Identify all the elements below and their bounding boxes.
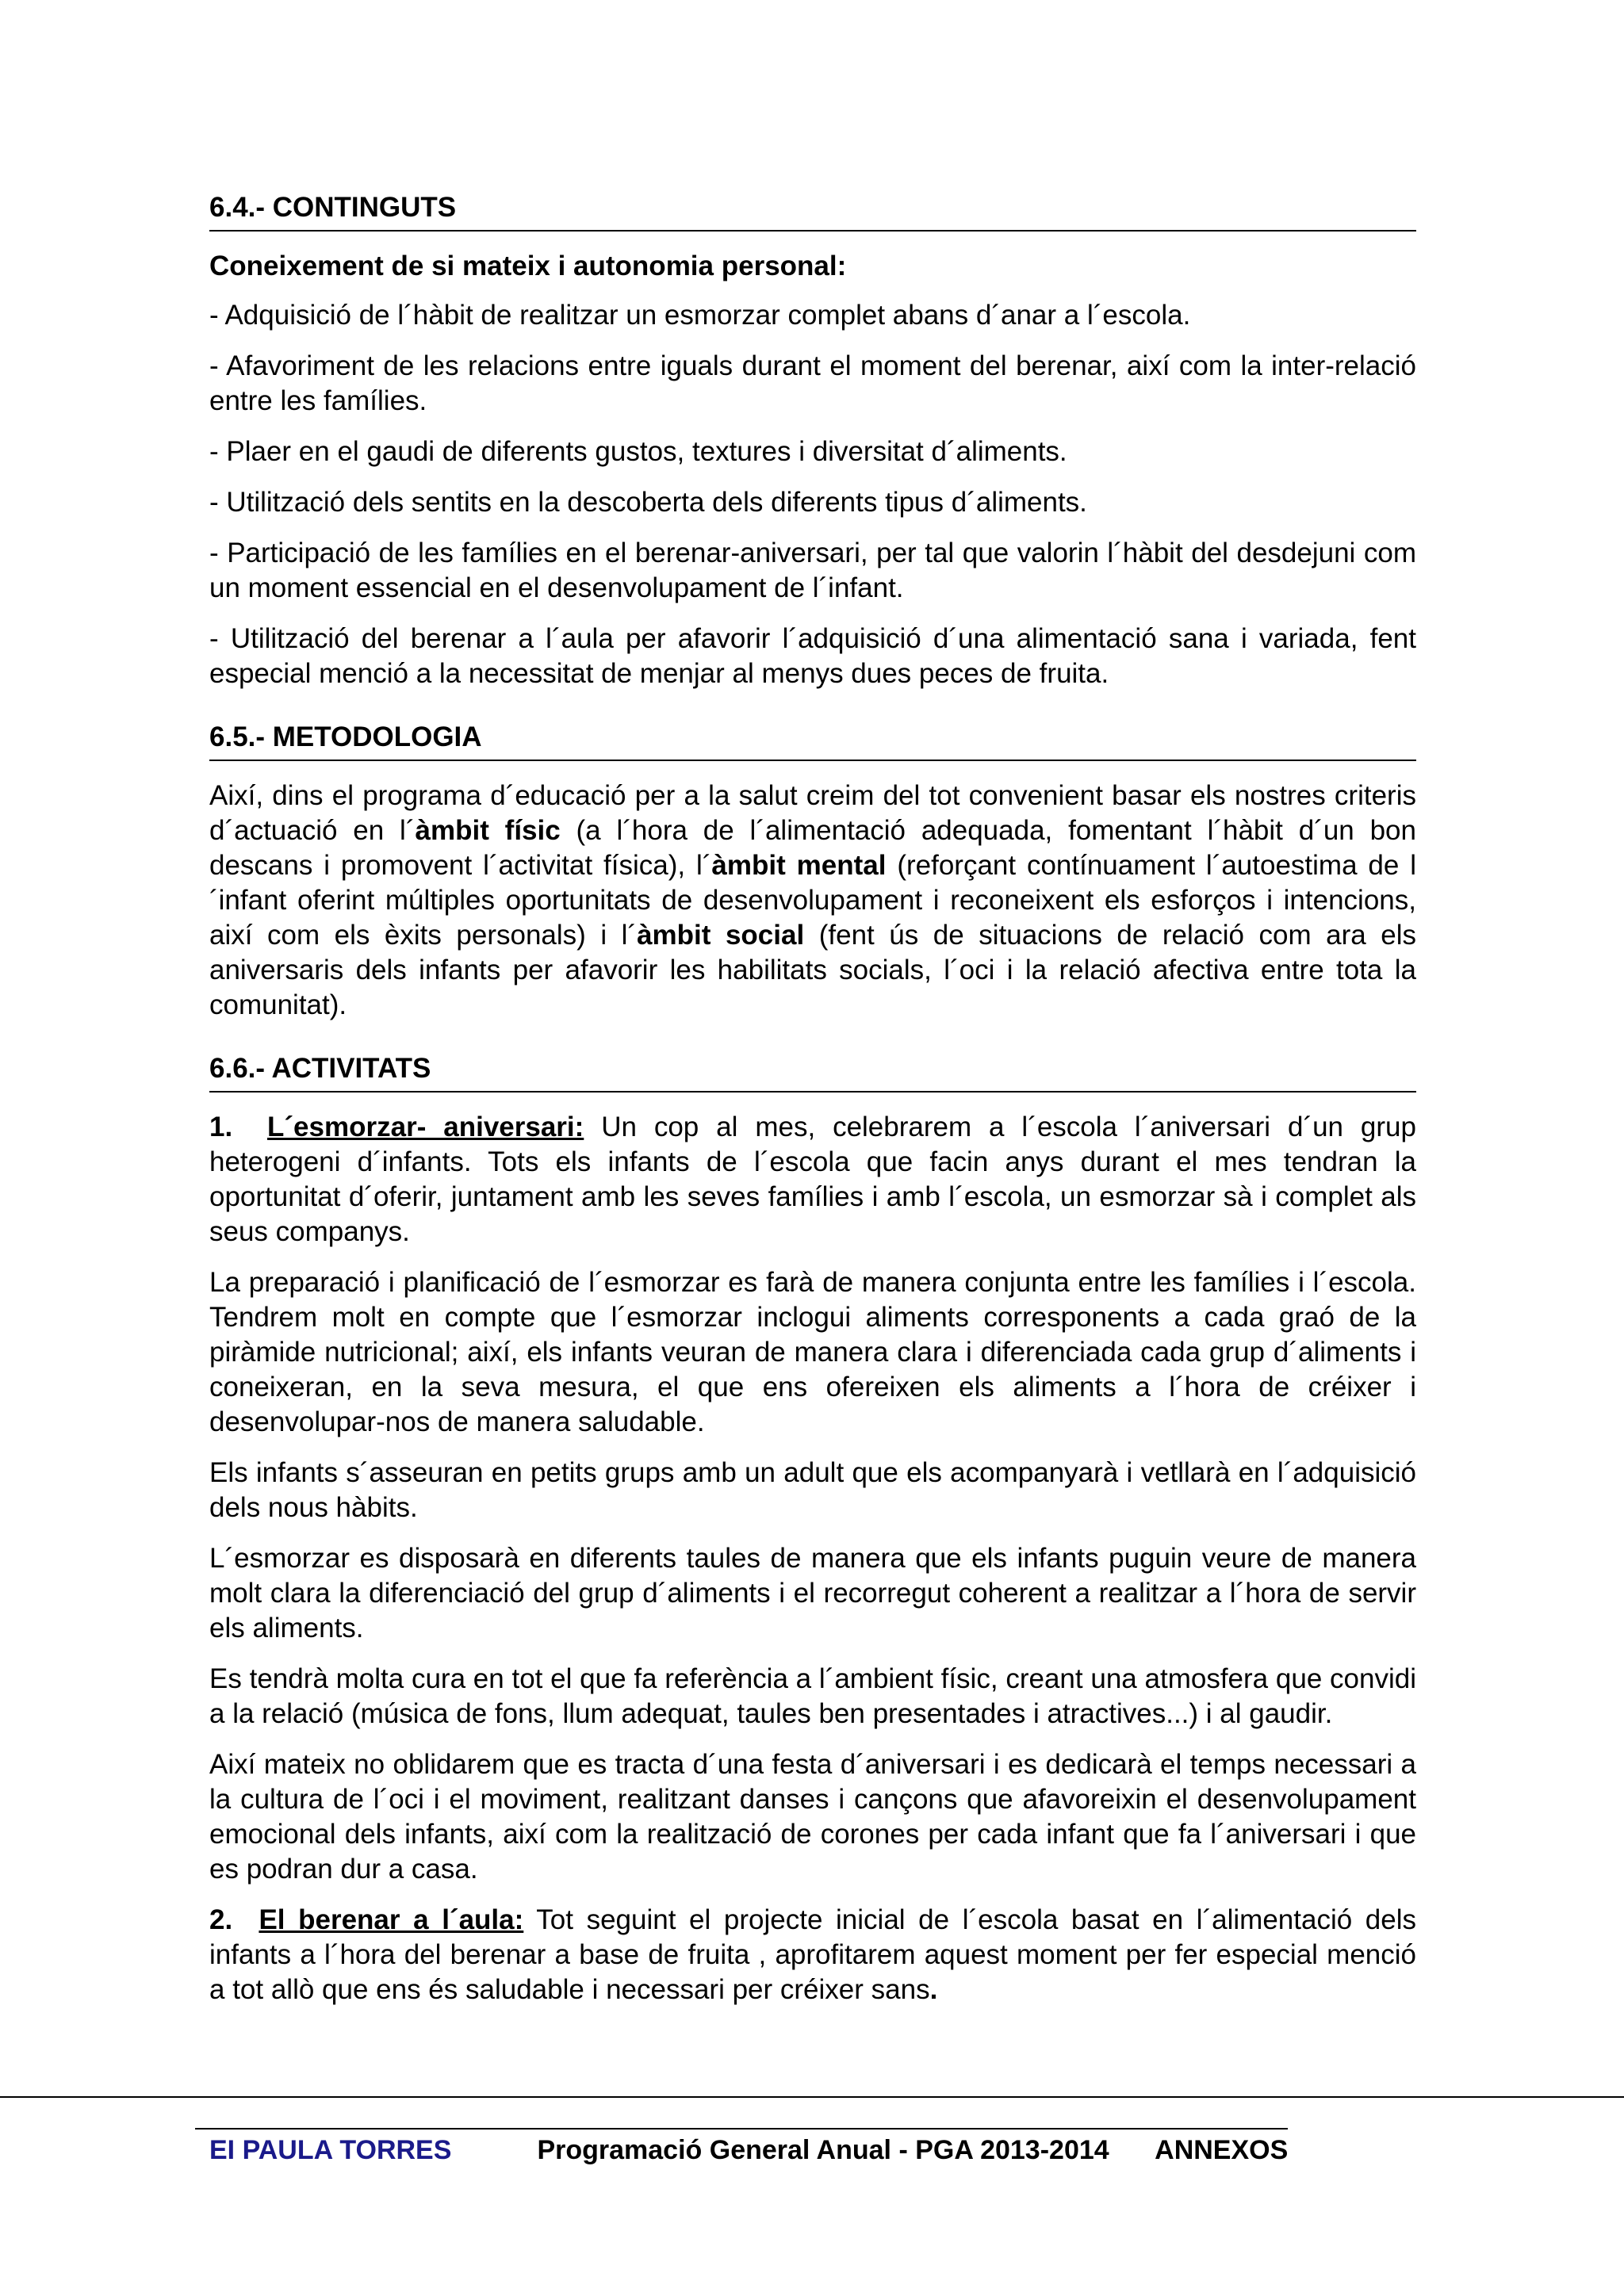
text-run: Així, dins el programa d´educació per a la salut creim del tot convenient basar els nostres criteris d´actuació en l´ bbox=[209, 780, 1416, 846]
activity-text: Tot seguint el projecte inicial de l´escola basat en l´alimentació dels infants a l´hora del berenar a base de fruita , aprofitarem aquest moment per fer especial menció a tot allò que ens és saludable i necessari per créixer sans bbox=[209, 1904, 1416, 2005]
text-run: (reforçant contínuament l´autoestima de l´infant oferint múltiples oportunitats de desenvolupament i reconeixent els esforços i intencions, així com els èxits personals) i l´ bbox=[209, 850, 1416, 951]
content-item: - Utilització dels sentits en la descoberta dels diferents tipus d´aliments. bbox=[209, 487, 1087, 518]
activity-label: L´esmorzar- aniversari: bbox=[267, 1112, 584, 1142]
activity-paragraph: La preparació i planificació de l´esmorzar es farà de manera conjunta entre les famílies i l´escola. Tendrem molt en compte que l´esmorzar inclogui aliments corresponents a cada graó de la piràmide nutricional; així, els infants veuran de manera clara i diferenciada cada grup d´aliments i coneixeran, en la seva mesura, el que ens ofereixen els aliments a l´hora de créixer i desenvolupar-nos de manera saludable. bbox=[209, 1267, 1416, 1437]
bold-term-mental: àmbit mental bbox=[711, 850, 887, 881]
content-item: - Adquisició de l´hàbit de realitzar un esmorzar complet abans d´anar a l´escola. bbox=[209, 300, 1191, 331]
content-item: - Plaer en el gaudi de diferents gustos, textures i diversitat d´aliments. bbox=[209, 436, 1067, 467]
section-heading-methodology: 6.5.- METODOLOGIA bbox=[209, 720, 1416, 761]
footer-document-title: Programació General Anual - PGA 2013-2014 bbox=[537, 2135, 1109, 2165]
text-run: (fent ús de situacions de relació com ara els aniversaris dels infants per afavorir les habilitats socials, l´oci i la relació afectiva entre tota la comunitat). bbox=[209, 920, 1417, 1020]
activity-2 bbox=[209, 1903, 1416, 2007]
section-activities bbox=[209, 1051, 1416, 2007]
content-item: - Utilització del berenar a l´aula per afavorir l´adquisició d´una alimentació sana i variada, fent especial menció a la necessitat de menjar al menys dues peces de fruita. bbox=[209, 623, 1416, 689]
footer-divider bbox=[0, 2096, 1624, 2098]
text-run: (a l´hora de l´alimentació adequada, fomentant l´hàbit d´un bon descans i promovent l´activitat física), l´ bbox=[209, 815, 1416, 881]
content-item: - Afavoriment de les relacions entre iguals durant el moment del berenar, així com la inter-relació entre les famílies. bbox=[209, 350, 1416, 416]
bold-term-social: àmbit social bbox=[637, 920, 805, 951]
activity-1 bbox=[209, 1110, 1416, 1249]
section-contents bbox=[209, 190, 1416, 691]
document-body bbox=[209, 190, 1416, 2036]
activity-label: El berenar a l´aula: bbox=[259, 1904, 524, 1935]
methodology-paragraph bbox=[209, 779, 1416, 1023]
activity-end-period: . bbox=[929, 1974, 938, 2005]
activity-paragraph: L´esmorzar es disposarà en diferents taules de manera que els infants puguin veure de manera molt clara la diferenciació del grup d´aliments i el recorregut coherent a realitzar a l´hora de servir els aliments. bbox=[209, 1543, 1416, 1644]
content-item: - Participació de les famílies en el berenar-aniversari, per tal que valorin l´hàbit del desdejuni com un moment essencial en el desenvolupament de l´infant. bbox=[209, 538, 1416, 603]
page-footer bbox=[195, 2128, 1288, 2166]
activity-number: 2. bbox=[209, 1904, 233, 1935]
bold-term-physical: àmbit físic bbox=[415, 815, 561, 846]
section-heading-contents: 6.4.- CONTINGUTS bbox=[209, 190, 1416, 232]
activity-paragraph: Així mateix no oblidarem que es tracta d´una festa d´aniversari i es dedicarà el temps necessari a la cultura de l´oci i el moviment, realitzant danses i cançons que afavoreixin el desenvolupament emocional dels infants, així com la realització de corones per cada infant que fa l´aniversari i que es podran dur a casa. bbox=[209, 1749, 1416, 1885]
footer-school-name: EI PAULA TORRES bbox=[209, 2135, 452, 2165]
activity-paragraph: Els infants s´asseuran en petits grups amb un adult que els acompanyarà i vetllarà en l´adquisició dels nous hàbits. bbox=[209, 1457, 1416, 1523]
footer-annex-label: ANNEXOS bbox=[1155, 2135, 1289, 2165]
subheading-self-knowledge: Coneixement de si mateix i autonomia personal: bbox=[209, 251, 847, 281]
activity-text: Un cop al mes, celebrarem a l´escola l´aniversari d´un grup heterogeni d´infants. Tots els infants de l´escola que facin anys durant el mes tendran la oportunitat d´oferir, juntament amb les seves famílies i amb l´escola, un esmorzar sà i complet als seus companys. bbox=[209, 1112, 1416, 1247]
activity-number: 1. bbox=[209, 1112, 233, 1142]
activity-paragraph: Es tendrà molta cura en tot el que fa referència a l´ambient físic, creant una atmosfera que convidi a la relació (música de fons, llum adequat, taules ben presentades i atractives...) i al gaudir. bbox=[209, 1663, 1416, 1729]
section-heading-activities: 6.6.- ACTIVITATS bbox=[209, 1051, 1416, 1093]
section-methodology bbox=[209, 720, 1416, 1023]
